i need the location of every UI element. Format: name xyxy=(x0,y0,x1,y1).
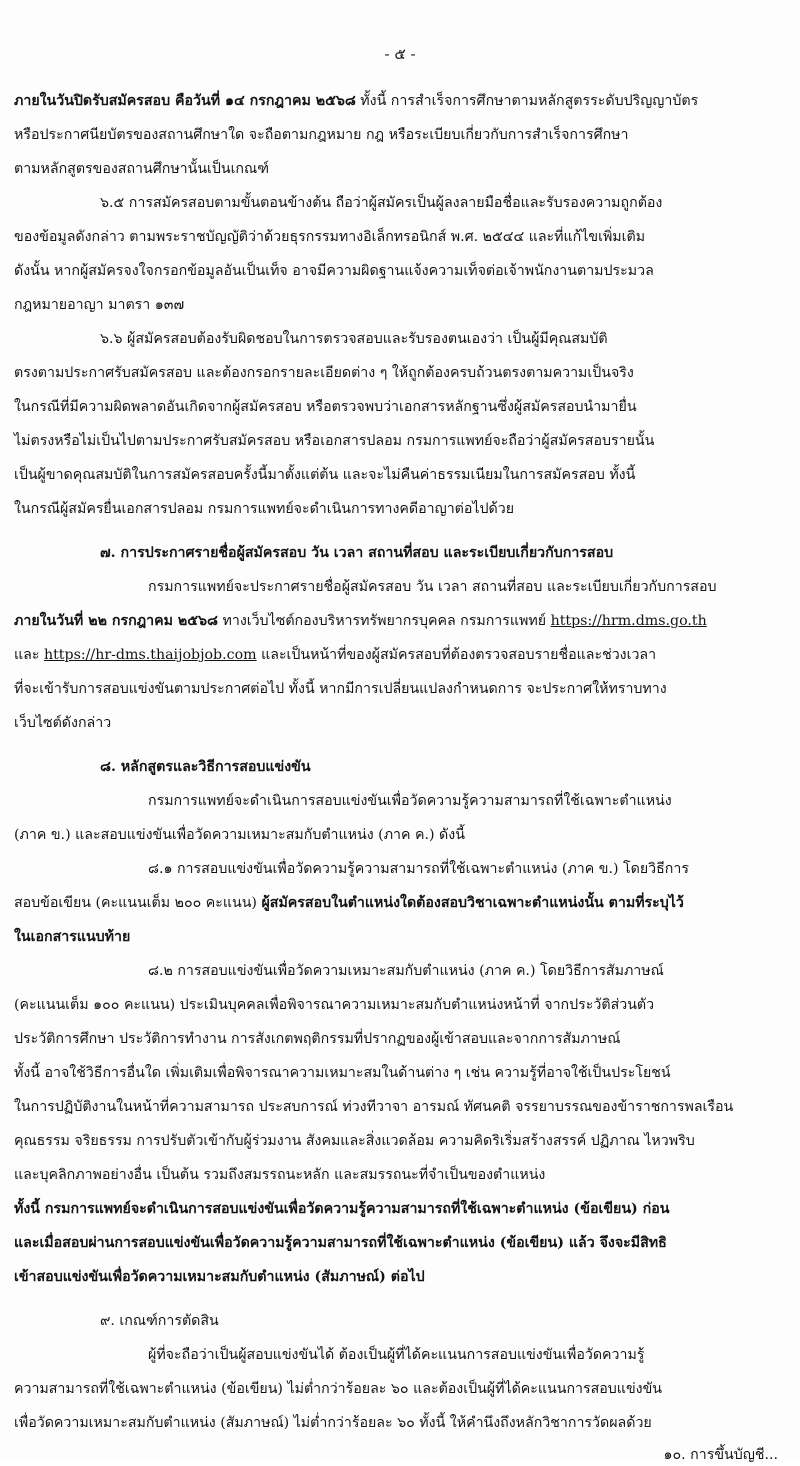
section-6-5: ๖.๕ การสมัครสอบตามขั้นตอนข้างต้น ถือว่าผู้สมัครเป็นผู้ลงลายมือชื่อและรับรองความถูกต้อง xyxy=(100,195,663,211)
text-line: ทั้งนี้ กรมการแพทย์จะดำเนินการสอบแข่งขันเพื่อวัดความรู้ความสามารถที่ใช้เฉพาะตำแหน่ง (ข้อเขียน) ก่อน xyxy=(14,1201,670,1217)
text-line: สอบข้อเขียน (คะแนนเต็ม ๒๐๐ คะแนน) ผู้สมัครสอบในตำแหน่งใดต้องสอบวิชาเฉพาะตำแหน่งนั้น ตามที่ระบุไว้ xyxy=(14,895,684,911)
text-line: คุณธรรม จริยธรรม การปรับตัวเข้ากับผู้ร่วมงาน สังคมและสิ่งแวดล้อม ความคิดริเริ่มสร้างสรรค์ ปฏิภาณ ไหวพริบ xyxy=(14,1133,695,1149)
text-line: ผู้ที่จะถือว่าเป็นผู้สอบแข่งขันได้ ต้องเป็นผู้ที่ได้คะแนนการสอบแข่งขันเพื่อวัดความรู้ xyxy=(148,1347,645,1363)
text-line: ในเอกสารแนบท้าย xyxy=(14,929,131,945)
text-line: ทั้งนี้ อาจใช้วิธีการอื่นใด เพิ่มเติมเพื่อพิจารณาความเหมาะสมในด้านต่าง ๆ เช่น ความรู้ที่อาจใช้เป็นประโยชน์ xyxy=(14,1065,671,1081)
text-line: และบุคลิกภาพอย่างอื่น เป็นต้น รวมถึงสมรรถนะหลัก และสมรรถนะที่จำเป็นของตำแหน่ง xyxy=(14,1167,546,1183)
text-line: ในกรณีที่มีความผิดพลาดอันเกิดจากผู้สมัครสอบ หรือตรวจพบว่าเอกสารหลักฐานซึ่งผู้สมัครสอบนำมายื่น xyxy=(14,399,637,415)
hrm-website-link[interactable]: https://hrm.dms.go.th xyxy=(550,613,707,629)
text-line: ในการปฏิบัติงานในหน้าที่ความสามารถ ประสบการณ์ ท่วงทีวาจา อารมณ์ ทัศนคติ จรรยาบรรณของข้าราชการพลเรือน xyxy=(14,1099,734,1115)
section-6-6: ๖.๖ ผู้สมัครสอบต้องรับผิดชอบในการตรวจสอบและรับรองตนเองว่า เป็นผู้มีคุณสมบัติ xyxy=(100,331,608,347)
page-number: - ๕ - xyxy=(384,45,416,63)
text-line: ของข้อมูลดังกล่าว ตามพระราชบัญญัติว่าด้วยธุรกรรมทางอิเล็กทรอนิกส์ พ.ศ. ๒๕๔๔ และที่แก้ไขเพิ่มเติม xyxy=(14,229,646,245)
text-line: กฎหมายอาญา มาตรา ๑๓๗ xyxy=(14,297,185,313)
text-line: ภายในวันที่ ๒๒ กรกฎาคม ๒๕๖๘ ทางเว็บไซต์กองบริหารทรัพยากรบุคคล กรมการแพทย์ https://hrm.dms.go.th xyxy=(14,613,707,629)
announce-date-bold: ภายในวันที่ ๒๒ กรกฎาคม ๒๕๖๘ xyxy=(14,613,218,629)
deadline-bold: ภายในวันปิดรับสมัครสอบ คือวันที่ ๑๔ กรกฎาคม ๒๕๖๘ xyxy=(14,93,356,109)
section-8-1: ๘.๑ การสอบแข่งขันเพื่อวัดความรู้ความสามารถที่ใช้เฉพาะตำแหน่ง (ภาค ข.) โดยวิธีการ xyxy=(148,861,689,877)
continuation-marker: ๑๐. การขึ้นบัญชี... xyxy=(663,1447,778,1463)
section-7-heading: ๗. การประกาศรายชื่อผู้สมัครสอบ วัน เวลา สถานที่สอบ และระเบียบเกี่ยวกับการสอบ xyxy=(100,545,614,561)
text-line: และเมื่อสอบผ่านการสอบแข่งขันเพื่อวัดความรู้ความสามารถที่ใช้เฉพาะตำแหน่ง (ข้อเขียน) แล้ว จึงจะมีสิทธิ xyxy=(14,1235,667,1251)
thaijobjob-website-link[interactable]: https://hr-dms.thaijobjob.com xyxy=(43,647,257,663)
section-8-2: ๘.๒ การสอบแข่งขันเพื่อวัดความเหมาะสมกับตำแหน่ง (ภาค ค.) โดยวิธีการสัมภาษณ์ xyxy=(148,963,664,979)
text-line: หรือประกาศนียบัตรของสถานศึกษาใด จะถือตามกฎหมาย กฎ หรือระเบียบเกี่ยวกับการสำเร็จการศึกษา xyxy=(14,127,629,143)
section-8-heading: ๘. หลักสูตรและวิธีการสอบแข่งขัน xyxy=(100,759,311,775)
text-line: ดังนั้น หากผู้สมัครจงใจกรอกข้อมูลอันเป็นเท็จ อาจมีความผิดฐานแจ้งความเท็จต่อเจ้าพนักงานตามประมวล xyxy=(14,263,654,279)
text-line: ไม่ตรงหรือไม่เป็นไปตามประกาศรับสมัครสอบ หรือเอกสารปลอม กรมการแพทย์จะถือว่าผู้สมัครสอบรายนั้น xyxy=(14,433,655,449)
text-line: และ https://hr-dms.thaijobjob.com และเป็นหน้าที่ของผู้สมัครสอบที่ต้องตรวจสอบรายชื่อและช่วงเวลา xyxy=(14,647,657,663)
text-line: กรมการแพทย์จะประกาศรายชื่อผู้สมัครสอบ วัน เวลา สถานที่สอบ และระเบียบเกี่ยวกับการสอบ xyxy=(148,579,717,595)
text-line: ในกรณีผู้สมัครยื่นเอกสารปลอม กรมการแพทย์จะดำเนินการทางคดีอาญาต่อไปด้วย xyxy=(14,501,515,517)
subject-requirement-bold: ผู้สมัครสอบในตำแหน่งใดต้องสอบวิชาเฉพาะตำแหน่งนั้น ตามที่ระบุไว้ xyxy=(261,895,684,911)
text-line: (ภาค ข.) และสอบแข่งขันเพื่อวัดความเหมาะสมกับตำแหน่ง (ภาค ค.) ดังนี้ xyxy=(14,827,465,843)
text-line: ประวัติการศึกษา ประวัติการทำงาน การสังเกตพฤติกรรมที่ปรากฏของผู้เข้าสอบและจากการสัมภาษณ์ xyxy=(14,1031,621,1047)
text-line: ตามหลักสูตรของสถานศึกษานั้นเป็นเกณฑ์ xyxy=(14,161,269,177)
section-9-heading: ๙. เกณฑ์การตัดสิน xyxy=(100,1313,219,1329)
text-line: เข้าสอบแข่งขันเพื่อวัดความเหมาะสมกับตำแหน่ง (สัมภาษณ์) ต่อไป xyxy=(14,1269,425,1285)
text-line: เป็นผู้ขาดคุณสมบัติในการสมัครสอบครั้งนี้มาตั้งแต่ต้น และจะไม่คืนค่าธรรมเนียมในการสมัครสอบ ทั้งนี้ xyxy=(14,467,636,483)
text-line: กรมการแพทย์จะดำเนินการสอบแข่งขันเพื่อวัดความรู้ความสามารถที่ใช้เฉพาะตำแหน่ง xyxy=(148,793,672,809)
text-line: ตรงตามประกาศรับสมัครสอบ และต้องกรอกรายละเอียดต่าง ๆ ให้ถูกต้องครบถ้วนตรงตามความเป็นจริง xyxy=(14,365,634,381)
text-line: ภายในวันปิดรับสมัครสอบ คือวันที่ ๑๔ กรกฎาคม ๒๕๖๘ ทั้งนี้ การสำเร็จการศึกษาตามหลักสูตรระดับปริญญาบัตร xyxy=(14,93,699,109)
text-line: ที่จะเข้ารับการสอบแข่งขันตามประกาศต่อไป ทั้งนี้ หากมีการเปลี่ยนแปลงกำหนดการ จะประกาศให้ทราบทาง xyxy=(14,681,667,697)
text-line: ความสามารถที่ใช้เฉพาะตำแหน่ง (ข้อเขียน) ไม่ต่ำกว่าร้อยละ ๖๐ และต้องเป็นผู้ที่ได้คะแนนการสอบแข่งขัน xyxy=(14,1381,662,1397)
text-line: (คะแนนเต็ม ๑๐๐ คะแนน) ประเมินบุคคลเพื่อพิจารณาความเหมาะสมกับตำแหน่งหน้าที่ จากประวัติส่วนตัว xyxy=(14,997,655,1013)
text-line: เพื่อวัดความเหมาะสมกับตำแหน่ง (สัมภาษณ์) ไม่ต่ำกว่าร้อยละ ๖๐ ทั้งนี้ ให้คำนึงถึงหลักวิชาการวัดผลด้วย xyxy=(14,1415,652,1431)
text-line: เว็บไซต์ดังกล่าว xyxy=(14,715,112,731)
